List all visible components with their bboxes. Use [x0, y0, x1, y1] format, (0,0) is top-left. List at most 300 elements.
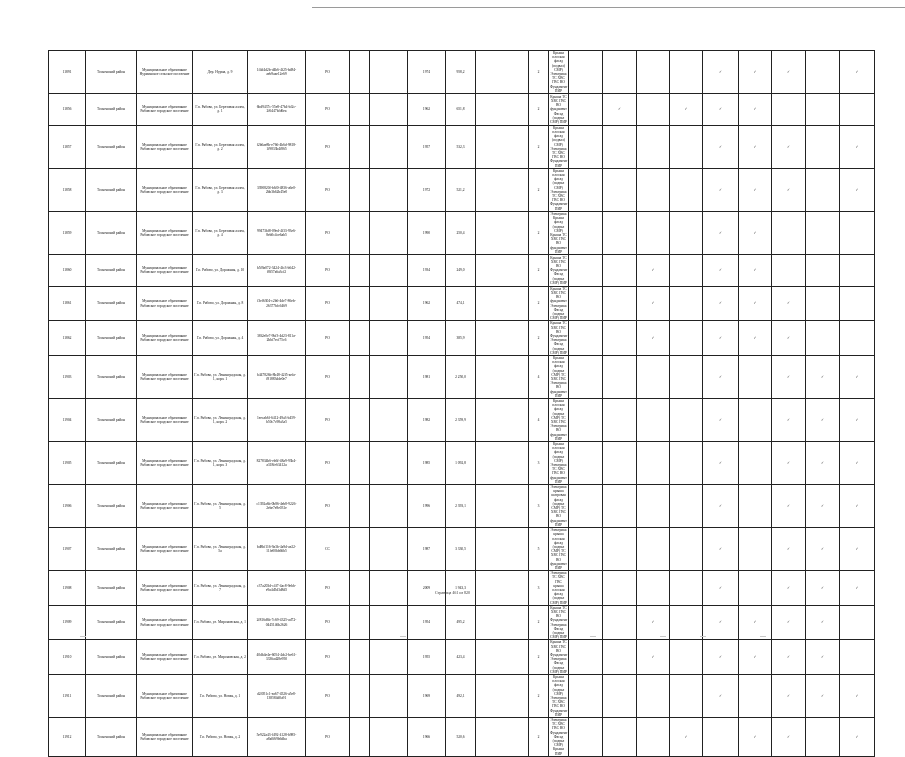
checkmark-cell	[637, 571, 670, 606]
checkmark-cell	[637, 355, 670, 398]
checkmark-cell: ✓	[840, 675, 875, 718]
cell-year: 1990	[408, 211, 446, 254]
checkmark-cell	[603, 168, 637, 211]
cell-empty	[476, 125, 529, 168]
cell-empty	[370, 485, 408, 528]
cell-wall-type: РО	[306, 399, 350, 442]
cell-wall-type: РО	[306, 286, 350, 321]
cell-empty	[569, 718, 603, 757]
checkmark-cell	[603, 605, 637, 640]
cell-floors: 2	[529, 51, 549, 94]
cell-district: Тосненский район	[86, 718, 137, 757]
cell-district: Тосненский район	[86, 94, 137, 126]
cell-floors: 5	[529, 528, 549, 571]
checkmark-cell	[637, 442, 670, 485]
checkmark-cell: ✓	[772, 125, 806, 168]
cell-wall-type: РО	[306, 718, 350, 757]
cell-empty	[569, 125, 603, 168]
cell-owner: Муниципальное образование Рябовское городское поселение	[137, 125, 193, 168]
cell-id: 11912	[49, 718, 86, 757]
checkmark-cell	[637, 51, 670, 94]
cell-area: 3 330,5	[446, 528, 476, 571]
cell-address: Г.п. Рябово, ул. Дорожная, д. 4	[193, 321, 248, 356]
cell-address: Г.п. Рябово, ул. Дорожная, д. 8	[193, 286, 248, 321]
checkmark-cell	[670, 485, 703, 528]
checkmark-cell: ✓	[703, 485, 739, 528]
cell-address: Г.п. Рябово, ул. Ленинградская, д. 5а	[193, 528, 248, 571]
cell-area: 958,2	[446, 51, 476, 94]
cell-area: 520,6	[446, 718, 476, 757]
cell-id: 11910	[49, 640, 86, 675]
table-row	[49, 485, 875, 528]
cell-works: Электрика крыша плоская фасад (подвал СМР) ТС ХВС ГВС ВО фундамент ПИР	[550, 528, 567, 570]
cell-empty	[476, 605, 529, 640]
cell-wall-type: РО	[306, 125, 350, 168]
cell-empty	[350, 125, 370, 168]
checkmark-cell	[703, 718, 739, 757]
checkmark-cell	[806, 168, 840, 211]
cell-floors: 2	[529, 125, 549, 168]
checkmark-cell	[806, 94, 840, 126]
cell-empty	[370, 211, 408, 254]
table-row	[49, 640, 875, 675]
cell-works: Крыша ТС ХВС ГВС ВО фундамент Фасад (подвал СМР) ПИР	[550, 94, 567, 124]
checkmark-cell: ✓	[703, 94, 739, 126]
cell-empty	[370, 51, 408, 94]
cell-empty	[370, 399, 408, 442]
table-row	[49, 528, 875, 571]
cell-address: Г.п. Рябово, ул. Дорожная, д. 10	[193, 254, 248, 286]
cell-owner: Муниципальное образование Рябовское городское поселение	[137, 355, 193, 398]
checkmark-cell: ✓	[703, 51, 739, 94]
checkmark-cell: ✓	[772, 605, 806, 640]
cell-empty	[370, 125, 408, 168]
cell-owner: Муниципальное образование Рябовское городское поселение	[137, 399, 193, 442]
checkmark-cell: ✓	[703, 399, 739, 442]
cell-empty	[350, 605, 370, 640]
checkmark-cell	[806, 254, 840, 286]
checkmark-cell	[840, 254, 875, 286]
checkmark-cell	[670, 571, 703, 606]
cell-guid: d2f051c1-ea67-4526-a5e8-138584d0a91	[248, 675, 306, 718]
cell-empty	[370, 442, 408, 485]
checkmark-cell	[603, 286, 637, 321]
checkmark-cell	[603, 254, 637, 286]
cell-empty	[476, 485, 529, 528]
checkmark-cell	[739, 528, 772, 571]
cell-address: Г.п. Рябово, ул. Березовая аллея, д. 1	[193, 94, 248, 126]
cell-wall-type: РО	[306, 254, 350, 286]
checkmark-cell	[670, 399, 703, 442]
checkmark-cell: ✓	[806, 399, 840, 442]
cell-empty	[350, 286, 370, 321]
checkmark-cell: ✓	[806, 675, 840, 718]
cell-empty	[569, 51, 603, 94]
cell-empty	[370, 355, 408, 398]
cell-empty	[350, 640, 370, 675]
cell-year: 1981	[408, 355, 446, 398]
cell-empty	[476, 51, 529, 94]
cell-guid: b5f9a072-3424-4fc3-b642-f8f57a6a3cf2	[248, 254, 306, 286]
checkmark-cell: ✓	[703, 254, 739, 286]
cell-empty	[350, 571, 370, 606]
cell-empty	[569, 355, 603, 398]
cell-empty	[370, 168, 408, 211]
cell-area: 1 943,3	[446, 571, 476, 606]
cell-empty	[569, 528, 603, 571]
checkmark-cell: ✓	[840, 718, 875, 757]
cell-area: 385,9	[446, 321, 476, 356]
cell-id: 11891	[49, 51, 86, 94]
cell-district: Тосненский район	[86, 254, 137, 286]
checkmark-cell	[670, 286, 703, 321]
cell-id: 11862	[49, 321, 86, 356]
table-row	[49, 286, 875, 321]
cell-empty	[476, 286, 529, 321]
checkmark-cell: ✓	[637, 286, 670, 321]
housing-registry-table	[48, 50, 875, 757]
cell-works: Электрика крыша шатровая фасад (подвал СМР) ТС ХВС ГВС ВО фундамент ПИР	[550, 485, 567, 527]
checkmark-cell: ✓	[703, 355, 739, 398]
checkmark-cell: ✓	[840, 571, 875, 606]
cell-empty	[350, 355, 370, 398]
cell-works: Электрика Крыша фасад (подвал СМР) Крыша ТС ХВС ГВС ВО фундамент ПИР	[550, 211, 567, 254]
checkmark-cell	[739, 355, 772, 398]
checkmark-cell: ✓	[840, 485, 875, 528]
cell-works: Крыша плоская фасад (подвал СМР) Электрика ТС ХВС ГВС ВО Фундамент ПИР	[550, 168, 568, 211]
checkmark-cell: ✓	[772, 399, 806, 442]
checkmark-cell: ✓	[806, 571, 840, 606]
checkmark-cell: ✓	[739, 51, 772, 94]
checkmark-cell: ✓	[603, 94, 637, 126]
checkmark-cell: ✓	[806, 485, 840, 528]
cell-empty	[569, 485, 603, 528]
cell-guid: 827834b6-eb6f-48a9-93b4-a318fe63412a	[248, 442, 306, 485]
checkmark-cell: ✓	[703, 571, 739, 606]
cell-floors: 2	[529, 286, 549, 321]
cell-id: 11904	[49, 399, 86, 442]
cell-id: 11906	[49, 485, 86, 528]
cell-area: 1 092,8	[446, 442, 476, 485]
cell-empty	[569, 211, 603, 254]
table-row	[49, 168, 875, 211]
checkmark-cell	[840, 94, 875, 126]
checkmark-cell	[670, 51, 703, 94]
cell-floors: 2	[529, 168, 549, 211]
cell-works: Крыша ТС ХВС ГВС ВО фундамент Электрика Фасад (подвал СМР) ПИР	[550, 286, 567, 321]
cell-empty	[476, 355, 529, 398]
checkmark-cell: ✓	[703, 605, 739, 640]
checkmark-cell: ✓	[703, 286, 739, 321]
cell-guid: 40db4e4e-6054-4dc2-be61-3336ad28e950	[248, 640, 306, 675]
cell-owner: Муниципальное образование Рябовское городское поселение	[137, 718, 193, 757]
cell-floors: 2	[529, 211, 549, 254]
cell-empty	[370, 571, 408, 606]
cell-empty	[476, 571, 529, 606]
cell-empty	[370, 286, 408, 321]
cell-district: Тосненский район	[86, 442, 137, 485]
cell-area: 521,2	[446, 168, 476, 211]
cell-guid: 99473bf8-09ed-4f33-93e6-8eb0c4ce6ab5	[248, 211, 306, 254]
cell-year: 1957	[408, 125, 446, 168]
cell-district: Тосненский район	[86, 355, 137, 398]
cell-empty	[350, 675, 370, 718]
cell-empty	[569, 640, 603, 675]
cell-empty	[370, 640, 408, 675]
checkmark-cell	[637, 718, 670, 757]
checkmark-cell	[670, 355, 703, 398]
cell-district: Тосненский район	[86, 125, 137, 168]
checkmark-cell: ✓	[703, 168, 739, 211]
cell-owner: Муниципальное образование Рябовское городское поселение	[137, 94, 193, 126]
cell-guid: 1eecab6f-6412-49a3-b459-b50c7c98a3a5	[248, 399, 306, 442]
cell-owner: Муниципальное образование Рябовское городское поселение	[137, 254, 193, 286]
cell-year: 1969	[408, 675, 446, 718]
checkmark-cell: ✓	[840, 168, 875, 211]
cell-empty	[569, 605, 603, 640]
checkmark-cell: ✓	[806, 442, 840, 485]
checkmark-cell	[637, 125, 670, 168]
cell-wall-type: РО	[306, 51, 350, 94]
checkmark-cell	[739, 675, 772, 718]
cell-owner: Муниципальное образование Рябовское городское поселение	[137, 168, 193, 211]
checkmark-cell: ✓	[703, 675, 739, 718]
cell-year: 1974	[408, 51, 446, 94]
cell-guid: b447826b-8b48-42f5-aefa-f81883dde0e7	[248, 355, 306, 398]
checkmark-cell	[670, 168, 703, 211]
checkmark-cell: ✓	[772, 640, 806, 675]
cell-wall-type: РО	[306, 168, 350, 211]
cell-id: 11859	[49, 211, 86, 254]
cell-id: 11861	[49, 286, 86, 321]
cell-address: Г.п. Рябово, ул. Ленинградская, д. 1, корп. 3	[193, 442, 248, 485]
cell-wall-type: РО	[306, 321, 350, 356]
checkmark-cell: ✓	[703, 640, 739, 675]
checkmark-cell	[840, 211, 875, 254]
checkmark-cell	[806, 718, 840, 757]
cell-area: 249,0	[446, 254, 476, 286]
cell-address: Г.п. Рябово, ул. Березовая аллея, д. 2	[193, 125, 248, 168]
cell-guid: 1f4d4d2b-d4b6-4f25-bd84-aeb9aae12e69	[248, 51, 306, 94]
checkmark-cell: ✓	[772, 321, 806, 356]
cell-empty	[370, 94, 408, 126]
table-row	[49, 442, 875, 485]
checkmark-cell	[603, 211, 637, 254]
cell-empty	[350, 399, 370, 442]
checkmark-cell	[840, 605, 875, 640]
cell-year: 1982	[408, 399, 446, 442]
checkmark-cell: ✓	[772, 571, 806, 606]
cell-wall-type: РО	[306, 442, 350, 485]
cell-empty	[569, 321, 603, 356]
cell-empty	[350, 51, 370, 94]
cell-year: 1966	[408, 718, 446, 757]
checkmark-cell	[603, 355, 637, 398]
checkmark-cell: ✓	[772, 675, 806, 718]
cell-floors: 4	[529, 355, 549, 398]
cell-floors: 2	[529, 640, 549, 675]
cell-id: 11907	[49, 528, 86, 571]
checkmark-cell	[603, 442, 637, 485]
cell-empty	[350, 321, 370, 356]
cell-area: 423,4	[446, 640, 476, 675]
cell-guid: f2b6ae8b-e766-4b6d-9818-1f9833b4f865	[248, 125, 306, 168]
cell-address: Г.п. Рябово, ул. Ленинградская, д. 5	[193, 485, 248, 528]
cell-wall-type: РО	[306, 94, 350, 126]
cell-empty	[569, 571, 603, 606]
checkmark-cell: ✓	[840, 442, 875, 485]
checkmark-cell: ✓	[739, 321, 772, 356]
scan-edge-line	[312, 7, 905, 8]
checkmark-cell	[670, 675, 703, 718]
cell-floors: 2	[529, 94, 549, 126]
checkmark-cell: ✓	[739, 640, 772, 675]
cell-empty	[350, 718, 370, 757]
checkmark-cell	[603, 528, 637, 571]
cell-district: Тосненский район	[86, 168, 137, 211]
checkmark-cell: ✓	[806, 355, 840, 398]
checkmark-cell: ✓	[772, 485, 806, 528]
checkmark-cell: ✓	[772, 355, 806, 398]
table-row	[49, 321, 875, 356]
checkmark-cell: ✓	[670, 718, 703, 757]
cell-address: Г.п. Рябово, ул. Березовая аллея, д. 4	[193, 211, 248, 254]
cell-works: Крыша плоская фасад (подвал СМР) Электрика ТС ХВС ГВС ВО Фундамент ПИР	[550, 675, 568, 717]
checkmark-cell	[772, 94, 806, 126]
checkmark-cell	[637, 528, 670, 571]
checkmark-cell	[603, 571, 637, 606]
cell-empty	[370, 321, 408, 356]
cell-owner: Муниципальное образование Рябовское городское поселение	[137, 442, 193, 485]
cell-empty	[350, 168, 370, 211]
checkmark-cell	[806, 51, 840, 94]
cell-district: Тосненский район	[86, 321, 137, 356]
cell-empty	[476, 640, 529, 675]
checkmark-cell	[739, 399, 772, 442]
cell-empty	[370, 675, 408, 718]
checkmark-cell: ✓	[806, 640, 840, 675]
table-row	[49, 605, 875, 640]
cell-guid: bd8bf116-9a3b-4a9d-ae22-11fe00bb66b5	[248, 528, 306, 571]
checkmark-cell: ✓	[840, 51, 875, 94]
cell-works: Электрика ТС ХВС ГВС ВО Фундамент Фасад (подвал СМР) Крыша ПИР	[550, 718, 568, 756]
checkmark-cell	[772, 211, 806, 254]
cell-guid: 3390820f-b6f0-4836-a6e0-2bb3b62b45e0	[248, 168, 306, 211]
checkmark-cell: ✓	[739, 168, 772, 211]
cell-floors: 2	[529, 254, 549, 286]
checkmark-cell: ✓	[637, 605, 670, 640]
cell-id: 11908	[49, 571, 86, 606]
checkmark-cell: ✓	[739, 286, 772, 321]
cell-empty	[476, 675, 529, 718]
checkmark-cell: ✓	[840, 125, 875, 168]
cell-guid: 2f816d6b-7c69-4325-ad72-0445146b2626	[248, 605, 306, 640]
checkmark-cell: ✓	[772, 528, 806, 571]
cell-address: Г.п. Рябово, ул. Новая, д. 2	[193, 718, 248, 757]
cell-district: Тосненский район	[86, 399, 137, 442]
cell-empty	[569, 254, 603, 286]
cell-wall-type: РО	[306, 605, 350, 640]
table-row	[49, 94, 875, 126]
cell-guid: c1392a6b-0b86-4eb8-9226-2ebe7e8e031e	[248, 485, 306, 528]
page-footer: Страница 461 из 820	[434, 590, 471, 595]
checkmark-cell	[670, 528, 703, 571]
cell-empty	[569, 94, 603, 126]
cell-address: Г.п. Рябово, ул. Мироновская, д. 1	[193, 605, 248, 640]
cell-owner: Муниципальное образование Рябовское городское поселение	[137, 528, 193, 571]
cell-guid: c37a203d-c4f7-4ac8-9ebb-e9a4d5d3d8d5	[248, 571, 306, 606]
checkmark-cell: ✓	[703, 211, 739, 254]
cell-owner: Муниципальное образование Нурминское сельское поселение	[137, 51, 193, 94]
cell-year: 2009	[408, 571, 446, 606]
table-row	[49, 571, 875, 606]
cell-district: Тосненский район	[86, 675, 137, 718]
checkmark-cell	[637, 168, 670, 211]
checkmark-cell	[603, 640, 637, 675]
cell-year: 1972	[408, 168, 446, 211]
checkmark-cell: ✓	[670, 94, 703, 126]
checkmark-cell	[637, 485, 670, 528]
checkmark-cell	[670, 321, 703, 356]
checkmark-cell: ✓	[637, 321, 670, 356]
cell-wall-type: СС	[306, 528, 350, 571]
cell-empty	[350, 528, 370, 571]
checkmark-cell	[603, 718, 637, 757]
cell-district: Тосненский район	[86, 286, 137, 321]
cell-works: Крыша плоская фасад (подвал СМР) Электрика ТС ХВС ГВС ВО фундамент ПИР	[550, 442, 567, 484]
checkmark-cell	[670, 125, 703, 168]
checkmark-cell: ✓	[703, 528, 739, 571]
checkmark-cell	[670, 254, 703, 286]
cell-district: Тосненский район	[86, 211, 137, 254]
scan-bottom-artifacts	[0, 636, 905, 637]
checkmark-cell	[806, 125, 840, 168]
checkmark-cell: ✓	[739, 254, 772, 286]
cell-empty	[476, 94, 529, 126]
cell-works: Крыша ТС ХВС ГВС ВО Фундамент Электрика Фасад (подвал СМР) ПИР	[550, 640, 568, 674]
checkmark-cell: ✓	[637, 254, 670, 286]
cell-empty	[370, 254, 408, 286]
cell-empty	[476, 321, 529, 356]
cell-area: 651,8	[446, 94, 476, 126]
checkmark-cell	[840, 640, 875, 675]
cell-works: Крыша плоская фасад (подвал) СМР) Электрика ТС ХВС ГВС ВО Фундамент ПИР	[550, 51, 568, 93]
cell-year: 1954	[408, 321, 446, 356]
cell-area: 474,1	[446, 286, 476, 321]
checkmark-cell: ✓	[637, 640, 670, 675]
cell-wall-type: РО	[306, 675, 350, 718]
checkmark-cell	[806, 211, 840, 254]
cell-empty	[350, 442, 370, 485]
cell-id: 11903	[49, 355, 86, 398]
table-row	[49, 211, 875, 254]
cell-owner: Муниципальное образование Рябовское городское поселение	[137, 286, 193, 321]
checkmark-cell: ✓	[840, 399, 875, 442]
cell-wall-type: РО	[306, 640, 350, 675]
cell-wall-type: РО	[306, 355, 350, 398]
checkmark-cell: ✓	[739, 125, 772, 168]
cell-floors: 2	[529, 605, 549, 640]
checkmark-cell	[670, 605, 703, 640]
cell-area: 492,1	[446, 675, 476, 718]
cell-address: Дер. Нурма, д. 9	[193, 51, 248, 94]
cell-year: 1996	[408, 485, 446, 528]
cell-empty	[476, 399, 529, 442]
cell-address: Г.п. Рябово, ул. Ленинградская, д. 1, корп. 1	[193, 355, 248, 398]
cell-empty	[370, 605, 408, 640]
cell-empty	[370, 718, 408, 757]
cell-year: 1955	[408, 640, 446, 675]
